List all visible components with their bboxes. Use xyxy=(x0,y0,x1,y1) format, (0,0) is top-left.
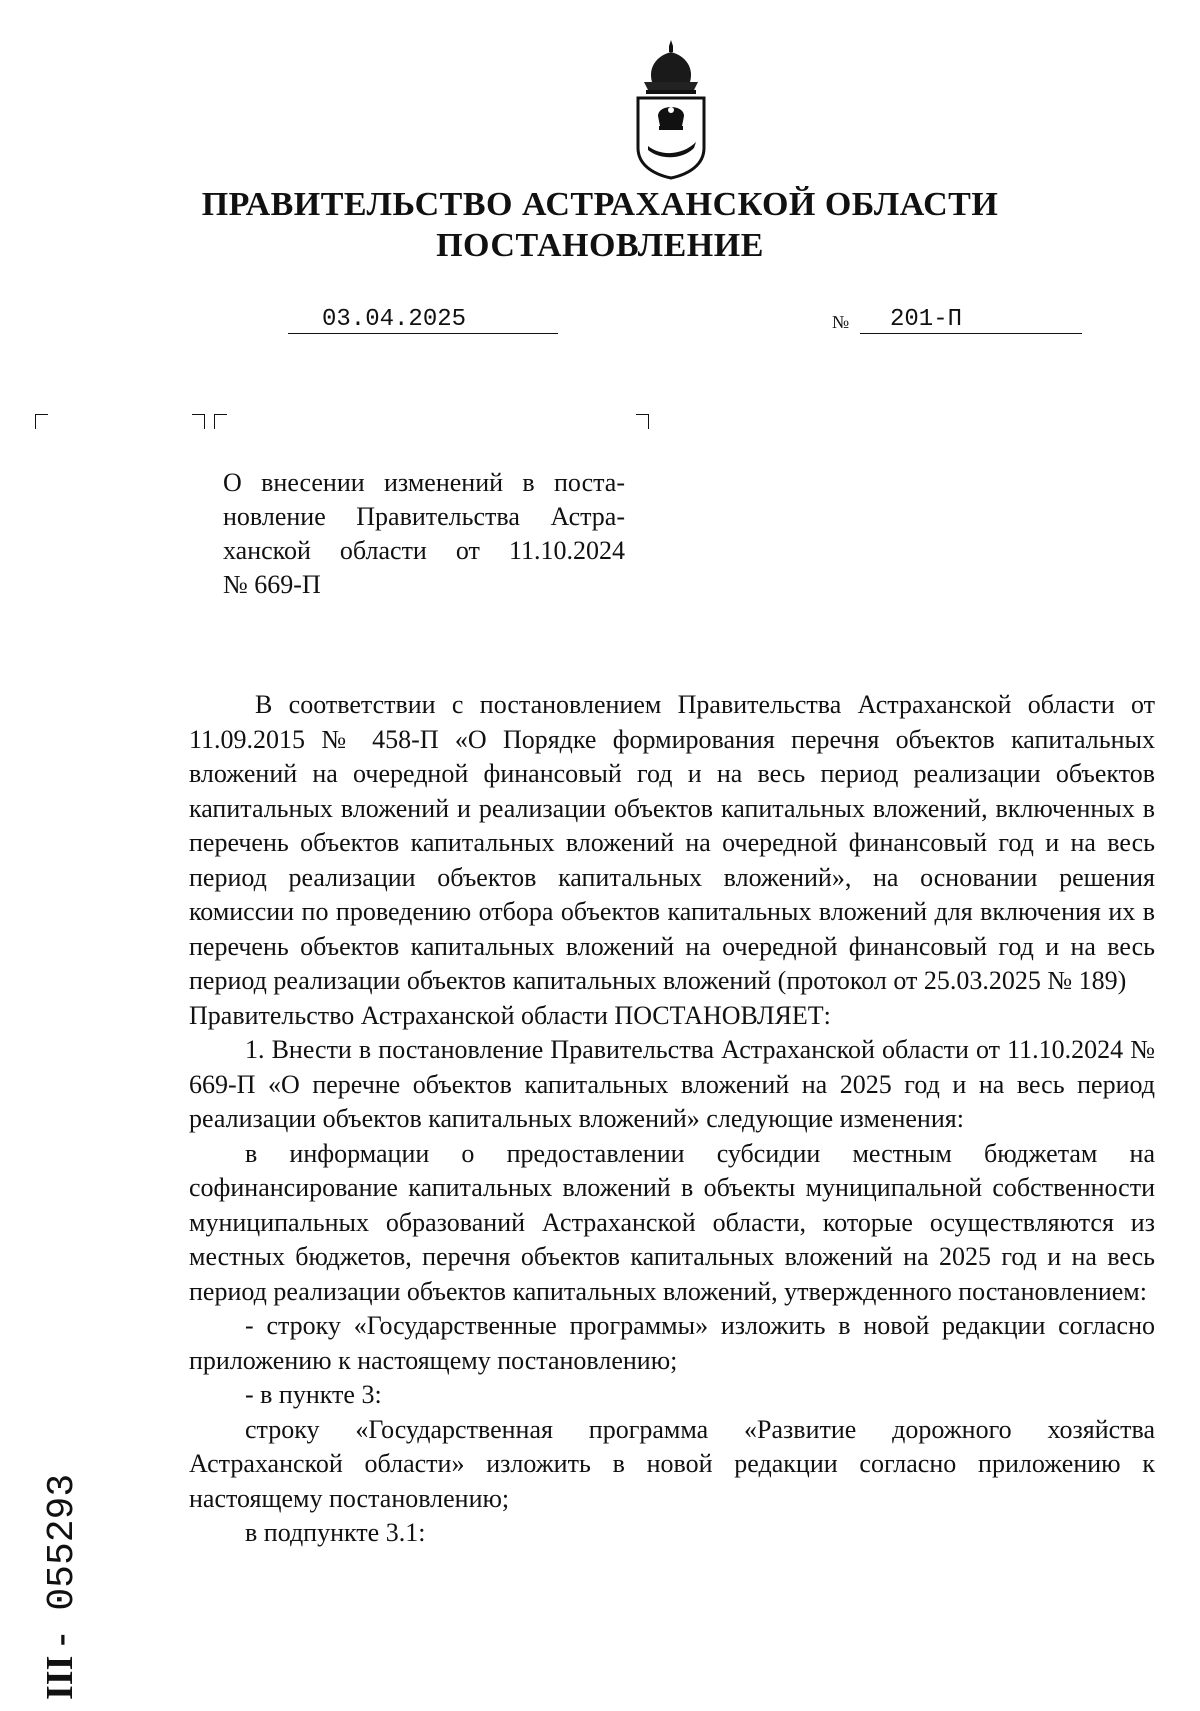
item-1-subpoint-3-1-paragraph: в подпункте 3.1: xyxy=(245,1518,426,1547)
subject-line: № 669-П xyxy=(223,570,321,599)
item-1-point-3-row-paragraph: строку «Государственная программа «Развитие дорожного хозяйства Астраханской области» изложить в новой редакции согласно приложению к настоящему постановлению; xyxy=(189,1414,1155,1513)
margin-corner-mark xyxy=(35,414,48,429)
item-1-point-3-paragraph: - в пункте 3: xyxy=(245,1380,382,1409)
item-1-row-paragraph: - строку «Государственные программы» изложить в новой редакции согласно приложению к настоящему постановлению; xyxy=(189,1311,1155,1375)
subject-corner-mark xyxy=(636,414,649,429)
number-sign: № xyxy=(832,312,850,332)
subject-line: О внесении изменений в поста- xyxy=(223,468,625,497)
resolves-paragraph: Правительство Астраханской области ПОСТАНОВЛЯЕТ: xyxy=(189,1000,831,1030)
document-date: 03.04.2025 xyxy=(322,306,467,333)
subject-corner-mark xyxy=(192,414,205,429)
document-number: 201-П xyxy=(890,306,963,333)
preamble-paragraph: В соответствии с постановлением Правительства Астраханской области от 11.09.2015 № 458-П «О Порядке формирования перечня объектов капитальных вложений на очередной финансовый год и на весь период реализации объектов капитальных вложений и реализации объектов капитальных вложений, включенных в перечень объектов капитальных вложений на очередной финансовый год и на весь период реализации объектов капитальных вложений», на основании решения комиссии по проведению отбора объектов капитальных вложений для включения их в перечень объектов капитальных вложений на очередной финансовый год и на весь период реализации объектов капитальных вложений (протокол от 25.03.2025 № 189) xyxy=(189,690,1155,995)
form-serial: 055293 xyxy=(41,1473,84,1611)
document-subject xyxy=(223,466,625,602)
subject-line: ханской области от 11.10.2024 xyxy=(223,536,625,565)
item-1-info-paragraph: в информации о предоставлении субсидии местным бюджетам на софинансирование капитальных вложений в объекты муниципальной собственности муниципальных образований Астраханской области, которые осуществляются из местных бюджетов, перечня объектов капитальных вложений на 2025 год и на весь период реализации объектов капитальных вложений, утвержденного постановлением: xyxy=(189,1138,1155,1306)
form-series: ІІІ - xyxy=(39,1633,81,1700)
number-underline xyxy=(860,333,1082,334)
document-title: ПРАВИТЕЛЬСТВО АСТРАХАНСКОЙ ОБЛАСТИ xyxy=(201,186,999,223)
subject-corner-mark xyxy=(214,414,227,429)
coat-of-arms-emblem xyxy=(630,38,712,180)
document-body xyxy=(189,688,1155,1551)
form-serial-number xyxy=(38,1474,84,1700)
subject-line: новление Правительства Астра- xyxy=(223,502,625,531)
document-type: ПОСТАНОВЛЕНИЕ xyxy=(436,227,764,264)
date-underline xyxy=(288,333,558,334)
item-1-paragraph: 1. Внести в постановление Правительства Астраханской области от 11.10.2024 № 669-П «О перечне объектов капитальных вложений на 2025 год и на весь период реализации объектов капитальных вложений» следующие изменения: xyxy=(189,1035,1155,1133)
